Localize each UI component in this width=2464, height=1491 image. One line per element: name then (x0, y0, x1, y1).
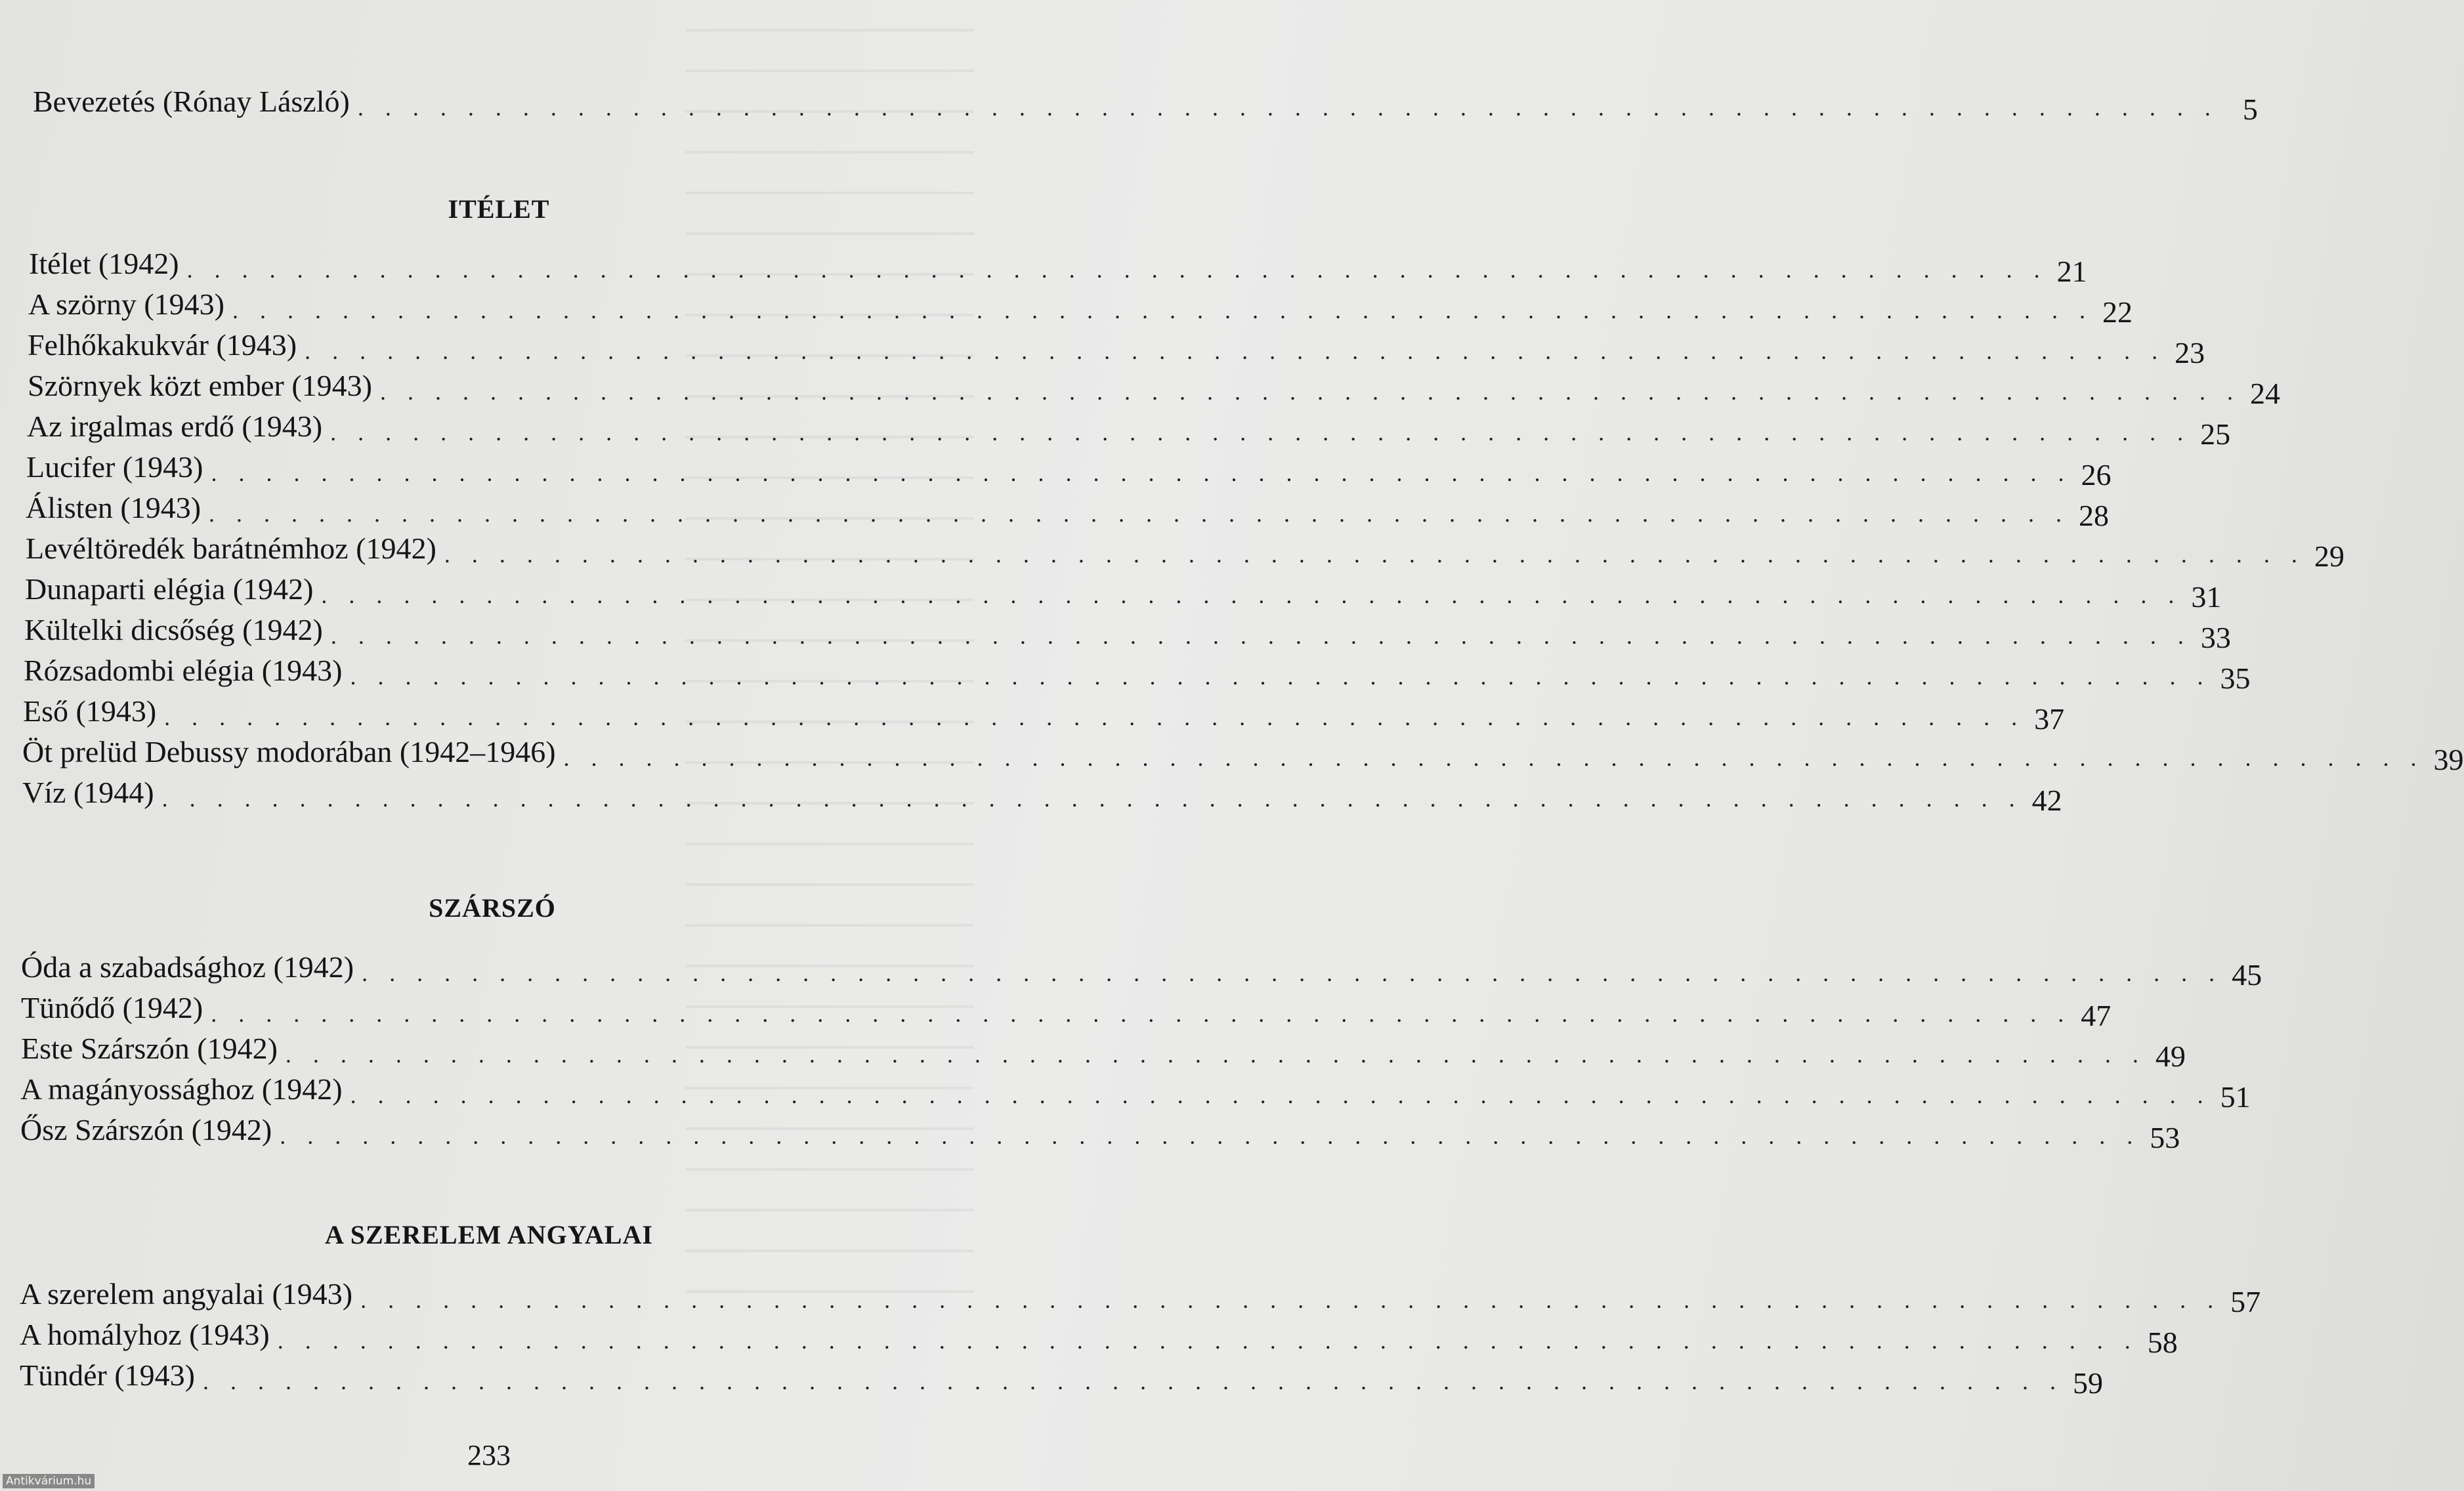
toc-entry (22, 773, 2062, 817)
dot-leader: . . . . . . . . . . . . . . . . . . . . . . . . . . . . . . . . . . . . . . . . . . . . . . . . . . . . . . . . . . . . . . . . . . . . (563, 745, 2425, 771)
toc-entry (20, 1070, 2251, 1114)
dot-leader: . . . . . . . . . . . . . . . . . . . . . . . . . . . . . . . . . . . . . . . . . . . . . . . . . . . . . . . . . . . . . . . . . . . . (350, 663, 2211, 690)
page-number: 233 (467, 1439, 511, 1471)
toc-entry-page: 23 (2175, 336, 2205, 369)
toc-entry-title: Ősz Szárszón (1942) (20, 1113, 272, 1146)
toc-entry-title: Tünődő (1942) (21, 991, 203, 1024)
toc-entry-intro (33, 82, 2258, 126)
toc-entry-page: 33 (2200, 621, 2231, 654)
toc-entry-title: Szörnyek közt ember (1943) (28, 369, 373, 402)
section-heading-szarszo: SZÁRSZÓ (429, 893, 556, 923)
toc-entry (21, 1029, 2186, 1073)
toc-entry-title: Felhőkakukvár (1943) (28, 328, 297, 362)
toc-entry-title: Dunaparti elégia (1942) (25, 572, 314, 606)
toc-entry (20, 1356, 2103, 1400)
dot-leader: . . . . . . . . . . . . . . . . . . . . . . . . . . . . . . . . . . . . . . . . . . . . . . . . . . . . . . . . . . . . . . . . . . . . (362, 960, 2223, 986)
toc-entry-page: 24 (2250, 377, 2281, 410)
toc-entry-page: 29 (2314, 539, 2345, 573)
toc-entry-page: 22 (2102, 295, 2133, 329)
dot-leader: . . . . . . . . . . . . . . . . . . . . . . . . . . . . . . . . . . . . . . . . . . . . . . . . . . . . . . . . . . . . . . . . . . . . (285, 1041, 2146, 1068)
dot-leader: . . . . . . . . . . . . . . . . . . . . . . . . . . . . . . . . . . . . . . . . . . . . . . . . . . . . . . . . . . . . . . . . . . . . (232, 297, 2093, 324)
toc-entry (28, 366, 2281, 410)
dot-leader: . . . . . . . . . . . . . . . . . . . . . . . . . . . . . . . . . . . . . . . . . . . . . . . . . . . . . . . . . . . . . . . . . . . . (350, 1082, 2211, 1108)
toc-entry-title: Óda a szabadsághoz (1942) (21, 950, 354, 984)
toc-entry-page: 37 (2034, 702, 2065, 736)
section-heading-szerelem-angyalai: A SZERELEM ANGYALAI (325, 1220, 653, 1250)
toc-entry-page: 28 (2079, 499, 2110, 532)
toc-entry-title: Este Szárszón (1942) (21, 1032, 278, 1065)
toc-entry-title: Eső (1943) (23, 694, 157, 728)
toc-entry-page: 39 (2433, 743, 2464, 776)
toc-entry-title: Álisten (1943) (26, 491, 202, 524)
toc-entry (21, 988, 2112, 1032)
toc-entry-title: Az irgalmas erdő (1943) (27, 410, 323, 443)
toc-entry-page: 31 (2191, 580, 2222, 614)
dot-leader: . . . . . . . . . . . . . . . . . . . . . . . . . . . . . . . . . . . . . . . . . . . . . . . . . . . . . . . . . . . . . . . . . . . . (444, 541, 2305, 568)
toc-entry (28, 326, 2205, 369)
toc-entry (20, 1315, 2178, 1359)
toc-entry (26, 448, 2112, 492)
toc-entry-title: A szerelem angyalai (1943) (20, 1277, 353, 1311)
toc-entry (23, 692, 2065, 736)
dot-leader: . . . . . . . . . . . . . . . . . . . . . . . . . . . . . . . . . . . . . . . . . . . . . . . . . . . . . . . . . . . . . . . . . . . . (202, 1368, 2064, 1395)
toc-entry (27, 407, 2231, 451)
toc-entry-title: Levéltöredék barátnémhoz (1942) (26, 532, 436, 565)
toc-entry-title: A szörny (1943) (28, 287, 224, 321)
toc-entry (22, 732, 2464, 776)
toc-entry (25, 570, 2222, 614)
dot-leader: . . . . . . . . . . . . . . . . . . . . . . . . . . . . . . . . . . . . . . . . . . . . . . . . . . . . . . . . . . . . . . . . . . . . (330, 419, 2192, 446)
dot-leader: . . . . . . . . . . . . . . . . . . . . . . . . . . . . . . . . . . . . . . . . . . . . . . . . . . . . . . . . . . . . . . . . . . . . (186, 257, 2048, 283)
toc-entry-title: Víz (1944) (22, 776, 154, 809)
toc-entry-title: Itélet (1942) (29, 247, 179, 280)
dot-leader: . . . . . . . . . . . . . . . . . . . . . . . . . . . . . . . . . . . . . . . . . . . . . . . . . . . . . . . . . . . . . . . . . . . . (280, 1123, 2141, 1149)
toc-entry-page: 47 (2081, 999, 2112, 1032)
toc-entry-title: Lucifer (1943) (26, 450, 203, 484)
dot-leader: . . . . . . . . . . . . . . . . . . . . . . . . . . . . . . . . . . . . . . . . . . . . . . . . . . . . . . . . . . . . . . . . . . . . (161, 786, 2023, 812)
toc-entry (28, 285, 2133, 329)
toc-entry-page: 49 (2155, 1040, 2186, 1073)
dot-leader: . . . . . . . . . . . . . . . . . . . . . . . . . . . . . . . . . . . . . . . . . . . . . . . . . . . . . . . . . . . . . . . . . . . . (211, 460, 2072, 486)
toc-entry-page: 59 (2072, 1366, 2103, 1400)
toc-entry-title: Bevezetés (Rónay László) (33, 85, 350, 118)
dot-leader: . . . . . . . . . . . . . . . . . . . . . . . . . . . . . . . . . . . . . . . . . . . . . . . . . . . . . . . . . . . . . . . . . . . . (330, 623, 2192, 649)
toc-entry (26, 488, 2110, 532)
toc-entry (20, 1274, 2261, 1318)
dot-leader: . . . . . . . . . . . . . . . . . . . . . . . . . . . . . . . . . . . . . . . . . . . . . . . . . . . . . . . . . . . . . . . . . . . . (357, 94, 2219, 121)
toc-entry-page: 45 (2232, 958, 2262, 992)
dot-leader: . . . . . . . . . . . . . . . . . . . . . . . . . . . . . . . . . . . . . . . . . . . . . . . . . . . . . . . . . . . . . . . . . . . . (209, 501, 2070, 527)
dot-leader: . . . . . . . . . . . . . . . . . . . . . . . . . . . . . . . . . . . . . . . . . . . . . . . . . . . . . . . . . . . . . . . . . . . . (380, 379, 2241, 405)
toc-entry-page: 42 (2031, 784, 2062, 817)
toc-entry-title: Öt prelüd Debussy modorában (1942–1946) (22, 735, 556, 768)
toc-entry (29, 244, 2087, 288)
toc-entry (24, 610, 2231, 654)
toc-entry-title: Rózsadombi elégia (1943) (24, 654, 343, 687)
toc-entry-page: 5 (2242, 93, 2258, 126)
dot-leader: . . . . . . . . . . . . . . . . . . . . . . . . . . . . . . . . . . . . . . . . . . . . . . . . . . . . . . . . . . . . . . . . . . . . (211, 1001, 2072, 1027)
toc-entry-title: Tündér (1943) (20, 1358, 195, 1392)
dot-leader: . . . . . . . . . . . . . . . . . . . . . . . . . . . . . . . . . . . . . . . . . . . . . . . . . . . . . . . . . . . . . . . . . . . . (321, 582, 2182, 608)
toc-entry (21, 948, 2262, 992)
toc-entry-page: 21 (2056, 255, 2087, 288)
toc-entry (26, 529, 2345, 573)
watermark: Antikvárium.hu (3, 1474, 95, 1488)
toc-entry-page: 25 (2200, 417, 2231, 451)
toc-entry-page: 57 (2230, 1285, 2261, 1318)
toc-entry-title: A magányossághoz (1942) (20, 1072, 343, 1106)
toc-entry-page: 53 (2150, 1121, 2180, 1154)
toc-entry-title: A homályhoz (1943) (20, 1318, 270, 1351)
dot-leader: . . . . . . . . . . . . . . . . . . . . . . . . . . . . . . . . . . . . . . . . . . . . . . . . . . . . . . . . . . . . . . . . . . . . (277, 1328, 2138, 1354)
toc-entry (20, 1110, 2180, 1154)
dot-leader: . . . . . . . . . . . . . . . . . . . . . . . . . . . . . . . . . . . . . . . . . . . . . . . . . . . . . . . . . . . . . . . . . . . . (360, 1287, 2222, 1313)
toc-entry (24, 651, 2251, 695)
dot-leader: . . . . . . . . . . . . . . . . . . . . . . . . . . . . . . . . . . . . . . . . . . . . . . . . . . . . . . . . . . . . . . . . . . . . (305, 338, 2166, 364)
toc-entry-page: 51 (2220, 1080, 2251, 1114)
toc-entry-page: 26 (2081, 458, 2112, 492)
toc-entry-title: Kültelki dicsőség (1942) (24, 613, 323, 646)
section-heading-itelet: ITÉLET (448, 194, 550, 224)
toc-entry-page: 58 (2147, 1326, 2178, 1359)
toc-entry-page: 35 (2220, 662, 2251, 695)
dot-leader: . . . . . . . . . . . . . . . . . . . . . . . . . . . . . . . . . . . . . . . . . . . . . . . . . . . . . . . . . . . . . . . . . . . . (164, 704, 2026, 730)
